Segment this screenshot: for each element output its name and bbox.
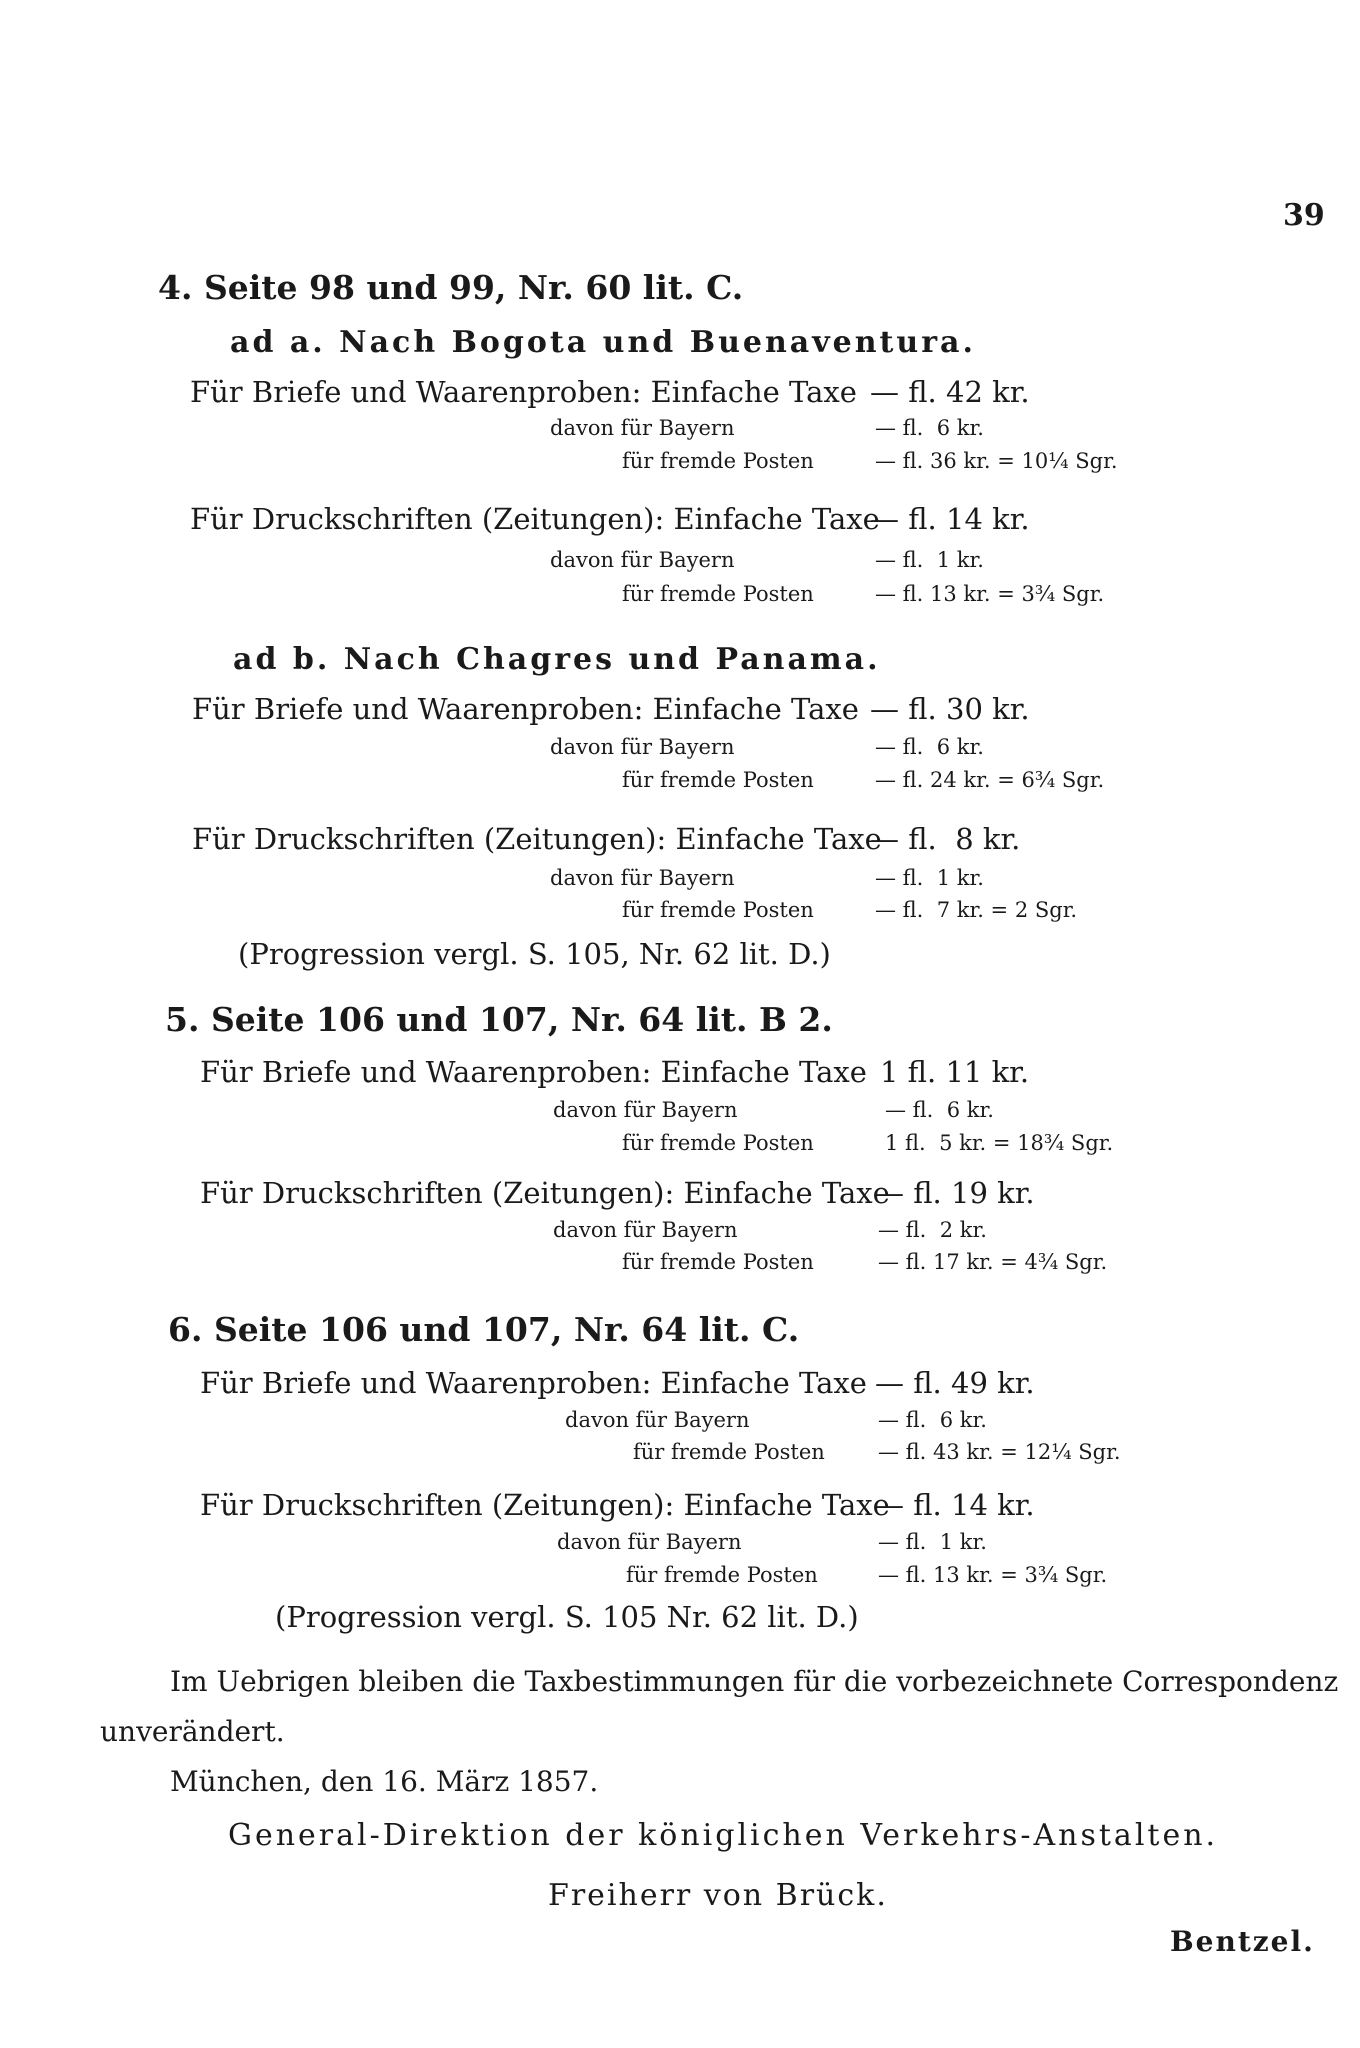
bayern-value: — fl. 6 kr. — [875, 735, 984, 759]
date-line: München, den 16. März 1857. — [170, 1765, 599, 1798]
progression-note: (Progression vergl. S. 105 Nr. 62 lit. D.) — [275, 1600, 859, 1634]
rate-total: — fl. 14 kr. — [870, 502, 1030, 536]
rate-title: Für Druckschriften (Zeitungen): Einfache Taxe — [200, 1488, 890, 1522]
rate-title: Für Briefe und Waarenproben: Einfache Taxe — [200, 1366, 867, 1400]
closing-paragraph-line2: unverändert. — [100, 1715, 285, 1748]
fremde-label: für fremde Posten — [633, 1440, 825, 1464]
signatory: Freiherr von Brück. — [548, 1878, 888, 1913]
bayern-value: — fl. 1 kr. — [875, 548, 984, 572]
fremde-label: für fremde Posten — [622, 1131, 814, 1155]
rate-title: Für Briefe und Waarenproben: Einfache Taxe — [190, 375, 857, 409]
fremde-value: — fl. 13 kr. = 3¾ Sgr. — [875, 582, 1105, 606]
section-heading: 5. Seite 106 und 107, Nr. 64 lit. B 2. — [165, 1000, 833, 1039]
bayern-label: davon für Bayern — [550, 416, 735, 440]
fremde-value: — fl. 7 kr. = 2 Sgr. — [875, 898, 1078, 922]
section-heading: 4. Seite 98 und 99, Nr. 60 lit. C. — [158, 268, 744, 307]
bayern-label: davon für Bayern — [565, 1408, 750, 1432]
rate-title: Für Briefe und Waarenproben: Einfache Taxe — [192, 692, 859, 726]
subsection-heading: ad a. Nach Bogota und Buenaventura. — [230, 325, 976, 360]
bayern-value: — fl. 6 kr. — [875, 416, 984, 440]
bayern-label: davon für Bayern — [550, 548, 735, 572]
rate-title: Für Druckschriften (Zeitungen): Einfache Taxe — [192, 822, 882, 856]
fremde-label: für fremde Posten — [622, 768, 814, 792]
fremde-value: — fl. 43 kr. = 12¼ Sgr. — [878, 1440, 1121, 1464]
bayern-value: — fl. 6 kr. — [885, 1098, 994, 1122]
rate-total: — fl. 49 kr. — [875, 1366, 1035, 1400]
fremde-label: für fremde Posten — [622, 449, 814, 473]
rate-title: Für Druckschriften (Zeitungen): Einfache Taxe — [190, 502, 880, 536]
bayern-label: davon für Bayern — [550, 735, 735, 759]
rate-total: 1 fl. 11 kr. — [880, 1055, 1030, 1089]
rate-title: Für Briefe und Waarenproben: Einfache Taxe — [200, 1055, 867, 1089]
bayern-value: — fl. 2 kr. — [878, 1218, 987, 1242]
countersignatory: Bentzel. — [1170, 1925, 1315, 1958]
fremde-label: für fremde Posten — [626, 1563, 818, 1587]
progression-note: (Progression vergl. S. 105, Nr. 62 lit. D.) — [238, 937, 831, 971]
section-heading: 6. Seite 106 und 107, Nr. 64 lit. C. — [168, 1310, 800, 1349]
issuing-authority: General-Direktion der königlichen Verkehrs-Anstalten. — [228, 1818, 1219, 1853]
bayern-label: davon für Bayern — [553, 1098, 738, 1122]
fremde-value: 1 fl. 5 kr. = 18¾ Sgr. — [885, 1131, 1114, 1155]
fremde-value: — fl. 17 kr. = 4¾ Sgr. — [878, 1250, 1108, 1274]
rate-total: — fl. 19 kr. — [875, 1176, 1035, 1210]
bayern-label: davon für Bayern — [557, 1530, 742, 1554]
fremde-label: für fremde Posten — [622, 582, 814, 606]
fremde-label: für fremde Posten — [622, 1250, 814, 1274]
closing-paragraph-line1: Im Uebrigen bleiben die Taxbestimmungen für die vorbezeichnete Correspondenz — [170, 1665, 1339, 1698]
bayern-value: — fl. 6 kr. — [878, 1408, 987, 1432]
bayern-label: davon für Bayern — [553, 1218, 738, 1242]
fremde-label: für fremde Posten — [622, 898, 814, 922]
fremde-value: — fl. 24 kr. = 6¾ Sgr. — [875, 768, 1105, 792]
subsection-heading: ad b. Nach Chagres und Panama. — [233, 642, 881, 677]
rate-total: — fl. 14 kr. — [875, 1488, 1035, 1522]
rate-total: — fl. 8 kr. — [870, 822, 1021, 856]
bayern-value: — fl. 1 kr. — [878, 1530, 987, 1554]
rate-total: — fl. 30 kr. — [870, 692, 1030, 726]
fremde-value: — fl. 36 kr. = 10¼ Sgr. — [875, 449, 1118, 473]
bayern-label: davon für Bayern — [550, 866, 735, 890]
rate-title: Für Druckschriften (Zeitungen): Einfache Taxe — [200, 1176, 890, 1210]
page-number: 39 — [1283, 198, 1325, 233]
fremde-value: — fl. 13 kr. = 3¾ Sgr. — [878, 1563, 1108, 1587]
rate-total: — fl. 42 kr. — [870, 375, 1030, 409]
bayern-value: — fl. 1 kr. — [875, 866, 984, 890]
